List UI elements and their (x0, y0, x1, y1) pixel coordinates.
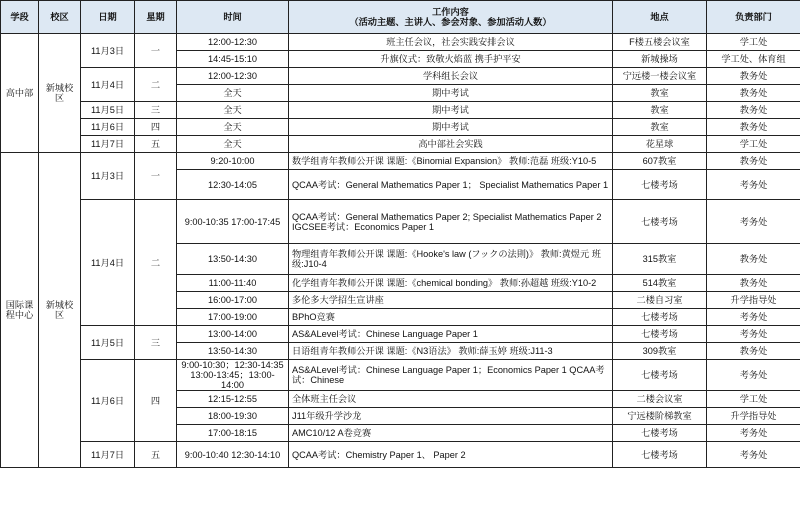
date-cell: 11月4日 (81, 200, 135, 326)
weekday-cell: 二 (135, 200, 177, 326)
schedule-table-international (0, 152, 800, 468)
table-row (1, 360, 800, 391)
content-cell: 高中部社会实践 (289, 136, 613, 153)
dept-cell: 教务处 (707, 85, 800, 102)
location-cell: 新城操场 (613, 51, 707, 68)
time-cell: 16:00-17:00 (177, 292, 289, 309)
weekday-cell: 一 (135, 34, 177, 68)
location-cell: 七楼考场 (613, 326, 707, 343)
table-row (1, 102, 800, 119)
content-cell: QCAA考试：Chemistry Paper 1、 Paper 2 (289, 442, 613, 468)
dept-cell: 考务处 (707, 200, 800, 244)
location-cell: 二楼会议室 (613, 391, 707, 408)
time-cell: 17:00-18:15 (177, 425, 289, 442)
content-cell: 多伦多大学招生宣讲座 (289, 292, 613, 309)
table-row (1, 34, 800, 51)
date-cell: 11月5日 (81, 326, 135, 360)
table-row (1, 442, 800, 468)
dept-cell: 考务处 (707, 326, 800, 343)
campus-cell: 新城校区 (39, 34, 81, 153)
time-cell: 12:30-14:05 (177, 170, 289, 200)
dept-cell: 考务处 (707, 425, 800, 442)
content-cell: 数学组青年教师公开课 课题:《Binomial Expansion》 教师:范磊 班级:Y10-5 (289, 153, 613, 170)
location-cell: 七楼考场 (613, 360, 707, 391)
weekday-cell: 三 (135, 102, 177, 119)
dept-cell: 考务处 (707, 170, 800, 200)
dept-cell: 教务处 (707, 244, 800, 275)
dept-cell: 学工处、体育组 (707, 51, 800, 68)
weekday-cell: 五 (135, 136, 177, 153)
dept-cell: 学工处 (707, 391, 800, 408)
table-row (1, 119, 800, 136)
location-cell: 514教室 (613, 275, 707, 292)
location-cell: 315教室 (613, 244, 707, 275)
dept-cell: 考务处 (707, 309, 800, 326)
content-cell: 学科组长会议 (289, 68, 613, 85)
weekday-cell: 三 (135, 326, 177, 360)
content-cell: 升旗仪式：致敬火焰蓝 携手护平安 (289, 51, 613, 68)
dept-cell: 考务处 (707, 442, 800, 468)
time-cell: 12:00-12:30 (177, 68, 289, 85)
location-cell: 花星球 (613, 136, 707, 153)
dept-cell: 学工处 (707, 34, 800, 51)
weekday-cell: 一 (135, 153, 177, 200)
date-cell: 11月3日 (81, 153, 135, 200)
location-cell: 七楼考场 (613, 170, 707, 200)
date-cell: 11月4日 (81, 68, 135, 102)
campus-cell: 新城校区 (39, 153, 81, 468)
schedule-table (0, 0, 800, 153)
content-cell: QCAA考试：General Mathematics Paper 1； Specialist Mathematics Paper 1 (289, 170, 613, 200)
date-cell: 11月7日 (81, 442, 135, 468)
dept-cell: 学工处 (707, 136, 800, 153)
table-row (1, 326, 800, 343)
header-dept: 负责部门 (707, 1, 800, 34)
content-cell: AS&ALevel考试：Chinese Language Paper 1 (289, 326, 613, 343)
content-cell: 全体班主任会议 (289, 391, 613, 408)
weekday-cell: 二 (135, 68, 177, 102)
weekday-cell: 四 (135, 119, 177, 136)
dept-cell: 升学指导处 (707, 292, 800, 309)
table-row (1, 68, 800, 85)
location-cell: 七楼考场 (613, 200, 707, 244)
content-cell: 化学组青年教师公开课 课题:《chemical bonding》 教师:孙超越 班级:Y10-2 (289, 275, 613, 292)
header-location: 地点 (613, 1, 707, 34)
time-cell: 12:15-12:55 (177, 391, 289, 408)
table-row (1, 153, 800, 170)
time-cell: 全天 (177, 102, 289, 119)
location-cell: 教室 (613, 119, 707, 136)
time-cell: 12:00-12:30 (177, 34, 289, 51)
content-cell: 物理组青年教师公开课 课题:《Hooke's law (フックの法則)》 教师:黄煜元 班级:J10-4 (289, 244, 613, 275)
content-cell: BPhO竞赛 (289, 309, 613, 326)
location-cell: 二楼自习室 (613, 292, 707, 309)
time-cell: 17:00-19:00 (177, 309, 289, 326)
time-cell: 全天 (177, 85, 289, 102)
table-row (1, 136, 800, 153)
content-cell: 期中考试 (289, 85, 613, 102)
dept-cell: 教务处 (707, 275, 800, 292)
header-date: 日期 (81, 1, 135, 34)
time-cell: 13:00-14:00 (177, 326, 289, 343)
weekday-cell: 四 (135, 360, 177, 442)
content-cell: J11年级升学沙龙 (289, 408, 613, 425)
time-cell: 13:50-14:30 (177, 343, 289, 360)
dept-cell: 教务处 (707, 102, 800, 119)
date-cell: 11月7日 (81, 136, 135, 153)
dept-cell: 教务处 (707, 343, 800, 360)
dept-cell: 考务处 (707, 360, 800, 391)
location-cell: 七楼考场 (613, 309, 707, 326)
header-stage: 学段 (1, 1, 39, 34)
time-cell: 9:20-10:00 (177, 153, 289, 170)
content-cell: 班主任会议，社会实践安排会议 (289, 34, 613, 51)
dept-cell: 教务处 (707, 119, 800, 136)
location-cell: 七楼考场 (613, 442, 707, 468)
date-cell: 11月5日 (81, 102, 135, 119)
date-cell: 11月6日 (81, 119, 135, 136)
time-cell: 全天 (177, 136, 289, 153)
date-cell: 11月6日 (81, 360, 135, 442)
dept-cell: 教务处 (707, 153, 800, 170)
weekday-cell: 五 (135, 442, 177, 468)
location-cell: 教室 (613, 102, 707, 119)
table-row (1, 200, 800, 244)
time-cell: 9:00-10:35 17:00-17:45 (177, 200, 289, 244)
stage-cell: 高中部 (1, 34, 39, 153)
time-cell: 11:00-11:40 (177, 275, 289, 292)
content-cell: QCAA考试：General Mathematics Paper 2; Specialist Mathematics Paper 2 IGCSEE考试：Economics Paper 1 (289, 200, 613, 244)
content-cell: AMC10/12 A卷竞赛 (289, 425, 613, 442)
header-row (1, 1, 800, 34)
stage-cell: 国际课程中心 (1, 153, 39, 468)
time-cell: 18:00-19:30 (177, 408, 289, 425)
time-cell: 9:00-10:30；12:30-14:35 13:00-13:45；13:00-14:00 (177, 360, 289, 391)
location-cell: 教室 (613, 85, 707, 102)
time-cell: 14:45-15:10 (177, 51, 289, 68)
location-cell: 七楼考场 (613, 425, 707, 442)
header-campus: 校区 (39, 1, 81, 34)
time-cell: 13:50-14:30 (177, 244, 289, 275)
header-content-subtitle: （活动主题、主讲人、参会对象、参加活动人数） (349, 17, 552, 27)
header-content-title: 工作内容 (432, 7, 469, 17)
date-cell: 11月3日 (81, 34, 135, 68)
location-cell: F楼五楼会议室 (613, 34, 707, 51)
time-cell: 9:00-10:40 12:30-14:10 (177, 442, 289, 468)
location-cell: 607教室 (613, 153, 707, 170)
content-cell: 期中考试 (289, 119, 613, 136)
header-weekday: 星期 (135, 1, 177, 34)
content-cell: AS&ALevel考试：Chinese Language Paper 1；Economics Paper 1 QCAA考试：Chinese (289, 360, 613, 391)
header-content (289, 1, 613, 34)
dept-cell: 升学指导处 (707, 408, 800, 425)
header-time: 时间 (177, 1, 289, 34)
content-cell: 期中考试 (289, 102, 613, 119)
dept-cell: 教务处 (707, 68, 800, 85)
location-cell: 宁远楼一楼会议室 (613, 68, 707, 85)
location-cell: 宁远楼阶梯教室 (613, 408, 707, 425)
time-cell: 全天 (177, 119, 289, 136)
location-cell: 309教室 (613, 343, 707, 360)
content-cell: 日语组青年教师公开课 课题:《N3语法》 教师:薛玉婷 班级:J11-3 (289, 343, 613, 360)
